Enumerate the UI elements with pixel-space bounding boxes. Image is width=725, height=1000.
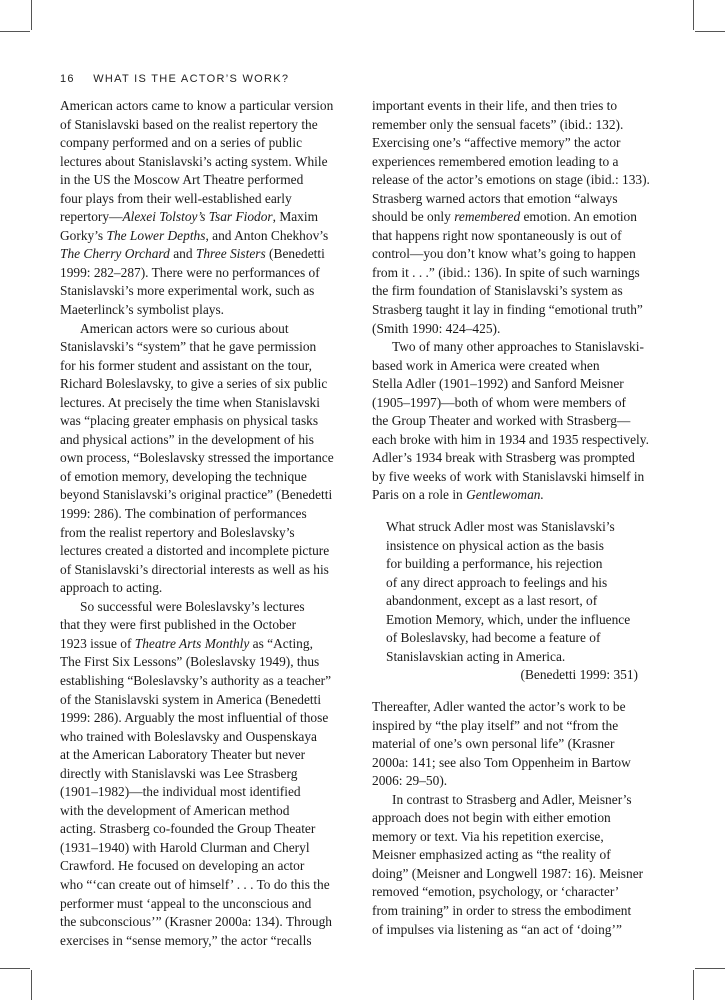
text-line: The Cherry Orchard and Three Sisters (Benedetti	[60, 246, 325, 262]
text-line: of Stanislavski’s directorial interests as well as his	[60, 561, 329, 577]
text-line: 1999: 286). Arguably the most influential of those	[60, 710, 329, 726]
text-line: at the American Laboratory Theater but never	[60, 747, 306, 763]
text-line: In contrast to Strasberg and Adler, Meisner’s	[392, 791, 632, 807]
text-line: company performed and on a series of public	[60, 135, 303, 151]
text-line: of impulses via listening as “an act of ‘doing’”	[372, 921, 622, 937]
text-line: material of one’s own personal life” (Krasner	[372, 736, 615, 752]
text-line: exercises in “sense memory,” the actor “recalls	[60, 932, 312, 948]
text-line: Meisner emphasized acting as “the reality of	[372, 847, 611, 863]
text-line: Stanislavski’s “system” that he gave permission	[60, 339, 317, 355]
text-line: approach to acting.	[60, 580, 163, 596]
text-line: from the realist repertory and Boleslavsky’s	[60, 524, 295, 540]
text-line: Exercising one’s “affective memory” the actor	[372, 135, 621, 151]
text-line: abandonment, except as a last resort, of	[386, 593, 598, 609]
crop-mark	[31, 970, 32, 1000]
text-line: acting. Strasberg co-founded the Group Theater	[60, 821, 316, 837]
text-line: Strasberg warned actors that emotion “always	[372, 190, 618, 206]
text-line: in the US the Moscow Art Theatre performed	[60, 172, 304, 188]
text-line: Paris on a role in Gentlewoman.	[372, 487, 544, 503]
text-line: inspired by “the play itself” and not “from the	[372, 717, 619, 733]
text-line: (1931–1940) with Harold Clurman and Cheryl	[60, 839, 310, 855]
text-line: insistence on physical action as the basis	[386, 537, 604, 553]
crop-mark	[0, 968, 30, 969]
text-line: for his former student and assistant on the tour,	[60, 357, 312, 373]
paragraph	[372, 338, 666, 505]
text-line: 2000a: 141; see also Tom Oppenheim in Bartow	[372, 754, 631, 770]
paragraph	[60, 320, 360, 598]
text-line: by five weeks of work with Stanislavski himself in	[372, 468, 645, 484]
text-line: for building a performance, his rejection	[386, 556, 603, 572]
crop-mark	[695, 968, 725, 969]
text-line: Maeterlinck’s symbolist plays.	[60, 302, 225, 318]
left-column	[60, 97, 360, 950]
text-line: of the Stanislavski system in America (Benedetti	[60, 691, 322, 707]
text-line: performer must ‘appeal to the unconscious and	[60, 895, 312, 911]
text-line: important events in their life, and then tries to	[372, 98, 618, 113]
text-line: of Stanislavski based on the realist repertory the	[60, 116, 318, 132]
paragraph	[60, 97, 360, 320]
text-line: that happens right now spontaneously is out of	[372, 227, 622, 243]
text-line: The First Six Lessons” (Boleslavsky 1949), thus	[60, 654, 320, 670]
paragraph	[60, 598, 360, 950]
text-line: Stella Adler (1901–1992) and Sanford Meisner	[372, 376, 624, 392]
text-line: approach does not begin with either emotion	[372, 810, 611, 826]
text-line: who “‘can create out of himself’ . . . To do this the	[60, 876, 330, 892]
text-line: directly with Stanislavski was Lee Strasberg	[60, 765, 298, 781]
crop-mark	[693, 0, 694, 30]
text-line: Stanislavski’s more experimental work, such as	[60, 283, 315, 299]
text-line: (Smith 1990: 424–425).	[372, 320, 501, 336]
text-line: the firm foundation of Stanislavski’s system as	[372, 283, 623, 299]
text-line: from it . . .” (ibid.: 136). In spite of such warnings	[372, 264, 640, 280]
text-line: lectures. At precisely the time when Stanislavski	[60, 394, 320, 410]
text-line: experiences remembered emotion leading to a	[372, 153, 619, 169]
text-line: (1905–1997)—both of whom were members of	[372, 394, 626, 410]
text-line: of Boleslavsky, had become a feature of	[386, 630, 601, 646]
text-line: should be only remembered emotion. An emotion	[372, 209, 637, 225]
text-line: and physical actions” in the development of his	[60, 431, 314, 447]
text-line: who trained with Boleslavsky and Ouspenskaya	[60, 728, 317, 744]
running-header	[60, 73, 289, 85]
text-line: was “placing greater emphasis on physical tasks	[60, 413, 319, 429]
text-line: of emotion memory, developing the technique	[60, 468, 307, 484]
crop-mark	[31, 0, 32, 30]
text-line: American actors came to know a particular version	[60, 98, 334, 113]
text-line: So successful were Boleslavsky’s lectures	[80, 598, 305, 614]
crop-mark	[695, 31, 725, 32]
text-line: memory or text. Via his repetition exercise,	[372, 828, 604, 844]
page-number: 16	[60, 73, 75, 85]
paragraph	[372, 791, 666, 939]
block-quote	[372, 518, 666, 685]
paragraph	[372, 97, 666, 338]
text-line: American actors were so curious about	[80, 320, 289, 336]
text-line: the subconscious’” (Krasner 2000a: 134). Through	[60, 914, 332, 930]
running-title: WHAT IS THE ACTOR’S WORK?	[93, 73, 290, 85]
text-line: lectures about Stanislavski’s acting system. While	[60, 153, 328, 169]
crop-mark	[0, 31, 30, 32]
right-column	[372, 97, 666, 939]
text-line: 1923 issue of Theatre Arts Monthly as “Acting,	[60, 635, 313, 651]
text-line: Adler’s 1934 break with Strasberg was prompted	[372, 450, 635, 466]
text-line: of any direct approach to feelings and his	[386, 574, 608, 590]
text-line: doing” (Meisner and Longwell 1987: 16). Meisner	[372, 865, 644, 881]
text-line: Thereafter, Adler wanted the actor’s work to be	[372, 698, 626, 714]
text-line: repertory—Alexei Tolstoy’s Tsar Fiodor, Maxim	[60, 209, 319, 225]
text-line: that they were first published in the October	[60, 617, 297, 633]
text-line: Strasberg taught it lay in finding “emotional truth”	[372, 302, 643, 318]
text-line: lectures created a distorted and incomplete picture	[60, 543, 330, 559]
text-line: 1999: 282–287). There were no performances of	[60, 264, 320, 280]
text-line: Emotion Memory, which, under the influence	[386, 611, 631, 627]
text-line: Two of many other approaches to Stanislavski-	[392, 339, 644, 355]
text-line: 2006: 29–50).	[372, 773, 448, 789]
text-line: control—you don’t know what’s going to happen	[372, 246, 636, 262]
text-line: What struck Adler most was Stanislavski’s	[386, 519, 615, 535]
text-line: each broke with him in 1934 and 1935 respectively.	[372, 431, 649, 447]
crop-mark	[693, 970, 694, 1000]
text-line: Stanislavskian acting in America.	[386, 648, 566, 664]
text-line: removed “emotion, psychology, or ‘character’	[372, 884, 620, 900]
text-line: beyond Stanislavski’s original practice” (Benedetti	[60, 487, 333, 503]
text-line: based work in America were created when	[372, 357, 600, 373]
text-line: Crawford. He focused on developing an actor	[60, 858, 305, 874]
text-line: establishing “Boleslavsky’s authority as a teacher”	[60, 672, 332, 688]
text-line: four plays from their well-established early	[60, 190, 292, 206]
text-line: remember only the sensual facets” (ibid.: 132).	[372, 116, 624, 132]
text-line: Richard Boleslavsky, to give a series of six public	[60, 376, 328, 392]
text-line: 1999: 286). The combination of performances	[60, 506, 307, 522]
text-line: with the development of American method	[60, 802, 290, 818]
text-line: (1901–1982)—the individual most identified	[60, 784, 301, 800]
text-line: the Group Theater and worked with Strasberg—	[372, 413, 631, 429]
text-line: from training” in order to stress the embodiment	[372, 902, 632, 918]
text-line: own process, “Boleslavsky stressed the importance	[60, 450, 334, 466]
quote-citation: (Benedetti 1999: 351)	[520, 667, 638, 683]
paragraph	[372, 698, 666, 791]
text-line: Gorky’s The Lower Depths, and Anton Chekhov’s	[60, 227, 329, 243]
text-line: release of the actor’s emotions on stage (ibid.: 133).	[372, 172, 650, 188]
